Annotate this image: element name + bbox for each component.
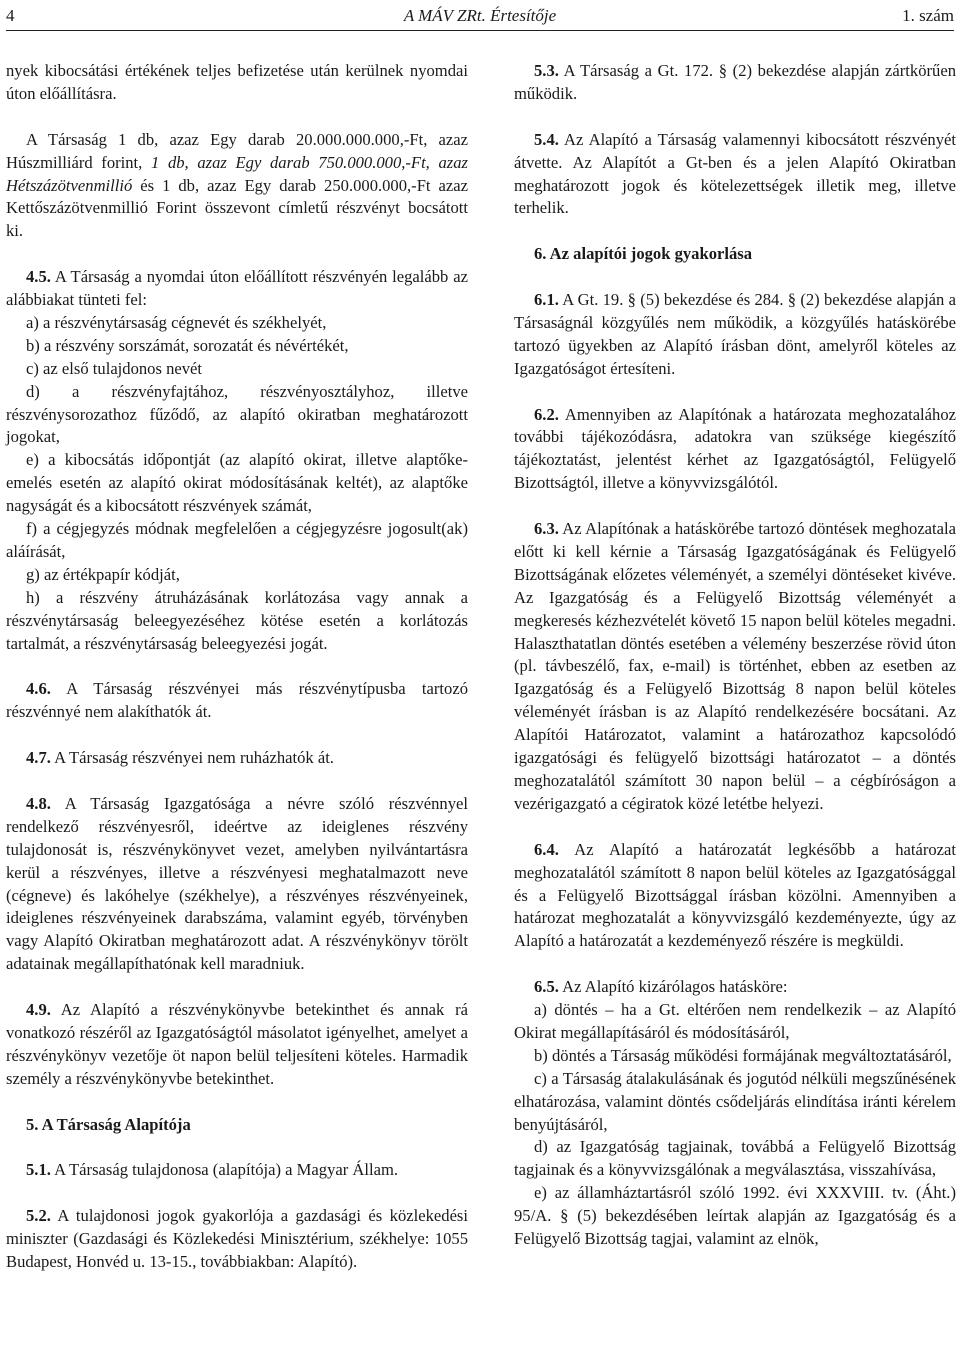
capital-text-a: A Társaság 1 db, azaz Egy darab 20.000.000.000,-Ft, azaz Húszmilliárd forint,	[6, 129, 468, 172]
list-item: b) döntés a Társaság működési formájának megváltoztatásáról,	[534, 1045, 952, 1065]
section-6-1	[514, 289, 956, 381]
section-number: 4.9.	[26, 1000, 51, 1020]
section-5-4	[514, 129, 956, 221]
heading-section-6: 6. Az alapítói jogok gyakorlása	[534, 244, 753, 264]
section-text: A Társaság tulajdonosa (alapítója) a Magyar Állam.	[50, 1160, 399, 1180]
running-header	[6, 4, 954, 31]
section-6-3	[514, 518, 956, 816]
section-text: Az Alapítónak a hatáskörébe tartozó döntések meghozatala előtt ki kell kérnie a Társaság Igazgatóságának és Felügyelő Bizottságának előzetes véleményét, a személyi döntéseket kivéve. Az Igazgatóság és a Felügyelő Bizottság véleményét a megkeresés kézhezvételét követő 15 napon belül köteles megadni. Halaszthatatlan döntés esetében a vélemény beszerzése rövid úton (pl. távbeszélő, fax, e-mail) is történhet, ebben az esetben az Igazgatóság és a Felügyelő Bizottság 8 napon belül köteles véleményét írásban is az Alapító rendelkezésére bocsátani. Az Alapítói Határozatot, valamint a határozathoz kapcsolódó igazgatósági és felügyelő bizottsági határozatot – a döntés meghozatalától számított 30 napon belül – a cégbíróságon a vezérigazgató a cégiratok közé letétbe helyezi.	[514, 519, 956, 813]
section-text: Az Alapító a Társaság valamennyi kibocsátott részvényét átvette. Az Alapítót a Gt-ben és a jelen Alapító Okiratban meghatározott jogok és kötelezettségek illetik meg, illetve terhelik.	[514, 129, 956, 218]
section-number: 4.8.	[26, 793, 51, 813]
paragraph-intro: nyek kibocsátási értékének teljes befizetése után kerülnek nyomdai úton előállításra.	[6, 61, 468, 103]
section-4-5	[6, 266, 468, 312]
section-4-8	[6, 793, 468, 976]
publication-title: A MÁV ZRt. Értesítője	[403, 6, 557, 25]
list-item: h) a részvény átruházásának korlátozása vagy annak a részvénytársaság beleegyezéséhez kötése esetén a korlátozás tartalmát, a részvénytársaság beleegyezési jogát.	[6, 587, 468, 653]
page-number: 4	[6, 6, 15, 25]
section-number: 6.2.	[534, 404, 559, 424]
list-item: a) a részvénytársaság cégnevét és székhelyét,	[26, 312, 327, 332]
section-number: 6.1.	[534, 290, 559, 310]
section-text: A Társaság a nyomdai úton előállított részvényén legalább az alábbiakat tünteti fel:	[6, 267, 468, 310]
section-number: 6.5.	[534, 977, 559, 997]
list-item: c) az első tulajdonos nevét	[26, 358, 203, 378]
section-number: 6.3.	[534, 519, 559, 539]
section-number: 5.1.	[26, 1160, 51, 1180]
section-6-5	[514, 976, 956, 999]
section-4-7	[6, 747, 468, 770]
list-item: f) a cégjegyzés módnak megfelelően a cégjegyzésre jogosult(ak) aláírását,	[6, 519, 468, 561]
section-number: 4.5.	[26, 267, 51, 287]
list-item: e) a kibocsátás időpontját (az alapító okirat, illetve alaptőke-emelés esetén az alapító okirat módosításának keltét), az alaptőke nagyságát és a kibocsátott részvények számát,	[6, 450, 468, 516]
capital-text-c: és 1 db, azaz Egy darab 250.000.000,-Ft azaz Kettőszázötvenmillió Forint összevont címletű részvényt bocsátott ki.	[6, 175, 468, 241]
section-text: Amennyiben az Alapítónak a határozata meghozatalához további tájékozódásra, adatokra van szüksége kiegészítő tájékoztatást, jelentést kérhet az Igazgatóságtól, Felügyelő Bizottságtól, illetve a könyvvizsgálótól.	[514, 404, 956, 493]
section-4-6	[6, 678, 468, 724]
capital-text-b: 1 db, azaz Egy darab 750.000.000,-Ft, azaz Hétszázötvenmillió	[6, 152, 468, 195]
paragraph-capital	[6, 129, 468, 244]
section-6-4	[514, 839, 956, 954]
list-item: d) az Igazgatóság tagjainak, továbbá a Felügyelő Bizottság tagjainak és a könyvvizsgálónak a megválasztása, visszahívása,	[514, 1137, 956, 1180]
issue-number: 1. szám	[902, 6, 954, 25]
section-text: Az Alapító kizárólagos hatásköre:	[558, 977, 788, 997]
section-text: Az Alapító a részvénykönyvbe betekinthet és annak rá vonatkozó részéről az Igazgatóságtól másolatot igényelhet, amelyet a részvénykönyv vezetője öt napon belül teljesíteni köteles. Harmadik személy a részvénykönyvbe betekinthet.	[6, 1000, 468, 1088]
heading-section-5: 5. A Társaság Alapítója	[26, 1114, 191, 1134]
left-column	[6, 60, 468, 1274]
list-item: d) a részvényfajtához, részvényosztályhoz, illetve részvénysorozathoz fűződő, az alapító okiratban meghatározott jogokat,	[6, 381, 468, 447]
section-5-3	[514, 60, 956, 106]
section-text: A Társaság Igazgatósága a névre szóló részvénnyel rendelkező részvényesről, ideértve az ideiglenes részvény tulajdonosát is, részvénykönyvet vezet, amelyben nyilvántartásra kerül a részvényes, illetve a részvényesi meghatalmazott neve (cégneve) és lakóhelye (székhelye), a részvényes részvényeinek, ideiglenes részvényeinek darabszáma, valamint egyéb, törvényben vagy Alapító Okiratban meghatározott adat. A részvénykönyv törölt adatainak megállapíthatónak kell maradniuk.	[6, 793, 468, 974]
section-text: A tulajdonosi jogok gyakorlója a gazdasági és közlekedési miniszter (Gazdasági és Közlekedési Minisztérium, székhelye: 1055 Budapest, Honvéd u. 13-15., továbbiakban: Alapító).	[6, 1206, 468, 1271]
section-number: 6.4.	[534, 839, 559, 859]
list-item: b) a részvény sorszámát, sorozatát és névértékét,	[26, 335, 349, 355]
right-column	[514, 60, 956, 1251]
section-text: A Társaság részvényei nem ruházhatók át.	[50, 748, 334, 768]
section-4-9	[6, 999, 468, 1091]
section-text: A Társaság a Gt. 172. § (2) bekezdése alapján zártkörűen működik.	[514, 61, 956, 103]
section-text: A Gt. 19. § (5) bekezdése és 284. § (2) bekezdése alapján a Társaságnál közgyűlés nem működik, a közgyűlés hatáskörébe tartozó ügyekben az Alapító írásban dönt, amelyről köteles az Igazgatóságot értesíteni.	[514, 290, 956, 378]
section-text: Az Alapító a határozatát legkésőbb a határozat meghozatalától számított 8 napon belül köteles az Igazgatósággal és a Felügyelő Bizottsággal írásban közölni. Amennyiben a határozat meghozatalát a könyvvizsgáló kezdeményezte, úgy az Alapító a határozatát a kezdeményező részére is megküldi.	[514, 839, 956, 951]
section-number: 5.3.	[534, 61, 559, 80]
list-item: a) döntés – ha a Gt. eltérően nem rendelkezik – az Alapító Okirat megállapításáról és módosításáról,	[514, 1000, 956, 1042]
list-item: g) az értékpapír kódját,	[26, 564, 180, 584]
section-5-1	[6, 1159, 468, 1182]
list-item: c) a Társaság átalakulásának és jogutód nélküli megszűnésének elhatározása, valamint döntés csődeljárás elindítása iránti kérelem benyújtásáról,	[514, 1068, 956, 1134]
section-number: 5.2.	[26, 1206, 51, 1226]
section-5-2	[6, 1205, 468, 1274]
section-text: A Társaság részvényei más részvénytípusba tartozó részvénnyé nem alakíthatók át.	[6, 679, 468, 722]
list-item: e) az államháztartásról szóló 1992. évi XXXVIII. tv. (Áht.) 95/A. § (5) bekezdésében leírtak alapján az Igazgatóság és a Felügyelő Bizottság tagjai, valamint az elnök,	[514, 1183, 956, 1249]
section-6-2	[514, 404, 956, 496]
section-number: 4.6.	[26, 679, 51, 699]
section-number: 4.7.	[26, 748, 51, 768]
section-number: 5.4.	[534, 129, 559, 149]
